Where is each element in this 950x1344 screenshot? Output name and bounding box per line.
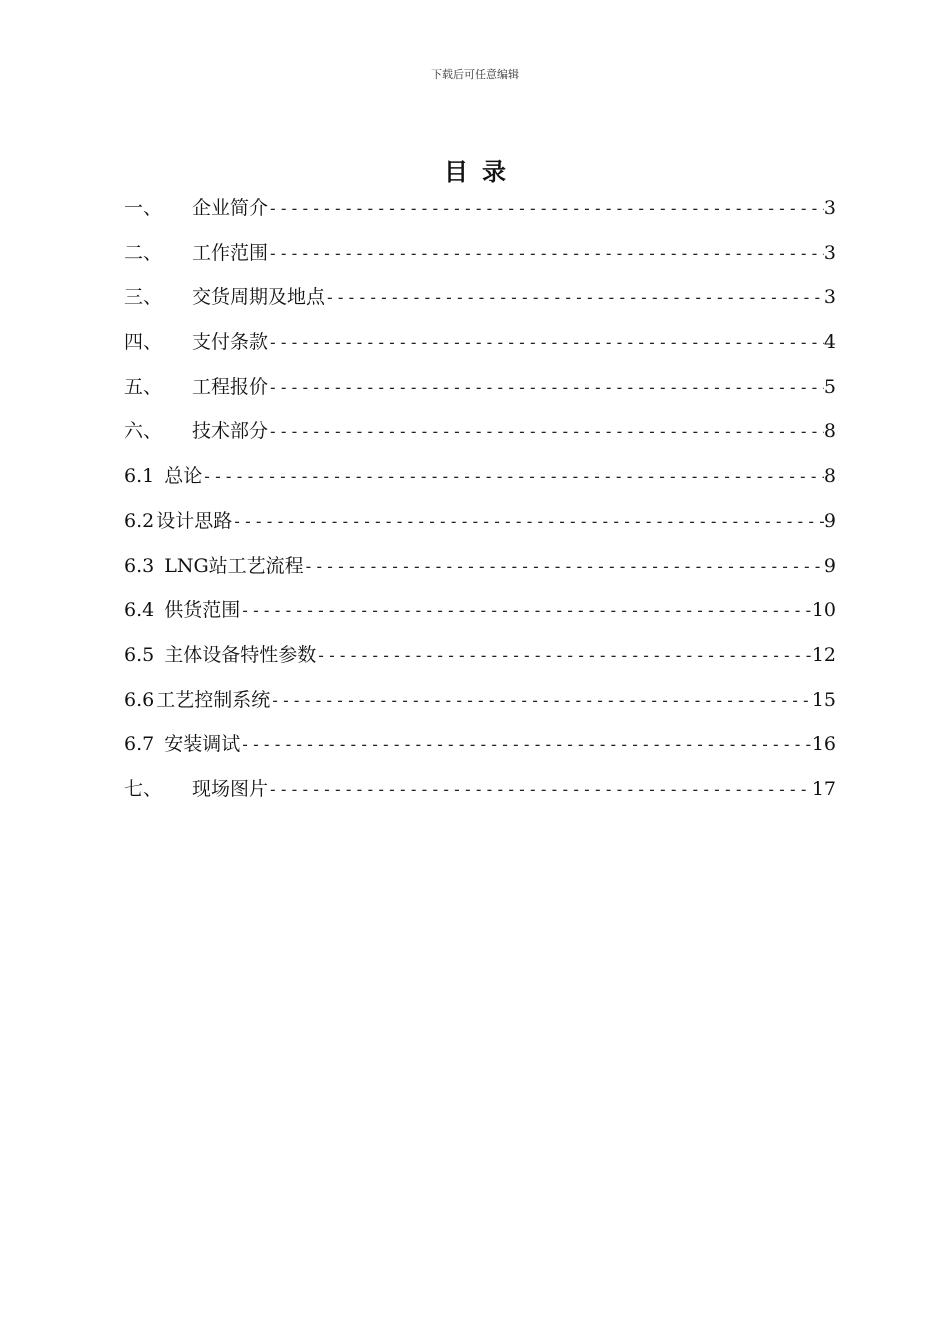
toc-entry-number: 6.7	[124, 733, 155, 756]
toc-entry-page-number: 3	[823, 286, 836, 309]
toc-title: 目录	[444, 157, 520, 186]
table-of-contents	[124, 186, 836, 812]
toc-entry-label: 企业简介	[192, 197, 269, 219]
toc-entry-label: LNG站工艺流程	[164, 554, 304, 577]
toc-entry-number: 五、	[124, 375, 163, 398]
toc-entry-page-number: 9	[823, 554, 836, 577]
toc-entry-page-number: 4	[823, 331, 836, 354]
toc-dot-leader	[270, 679, 812, 724]
toc-entry-page-number: 16	[811, 733, 836, 756]
toc-entry-label: 工程报价	[192, 375, 269, 398]
toc-dot-leader	[268, 187, 824, 232]
toc-entry-page-number: 12	[811, 643, 836, 666]
toc-entry[interactable]	[124, 544, 836, 589]
toc-entry-number: 三、	[124, 286, 163, 309]
toc-entry-label: 供货范围	[164, 599, 241, 622]
toc-dot-leader	[268, 321, 824, 366]
toc-entry[interactable]	[124, 454, 836, 499]
toc-entry-label: 技术部分	[192, 420, 269, 443]
toc-entry[interactable]	[124, 633, 836, 678]
toc-dot-leader	[304, 545, 824, 590]
toc-entry-number: 6.5	[124, 643, 155, 666]
toc-entry-label: 安装调试	[164, 733, 241, 756]
toc-entry[interactable]	[124, 275, 836, 320]
toc-dot-leader	[268, 232, 824, 277]
toc-entry-page-number: 3	[823, 197, 836, 219]
toc-entry-page-number: 10	[811, 599, 836, 622]
toc-dot-leader	[325, 276, 824, 321]
toc-entry-label: 主体设备特性参数	[164, 643, 317, 666]
toc-entry-number: 七、	[124, 777, 163, 800]
toc-entry-label: 总论	[164, 465, 203, 488]
toc-dot-leader	[316, 634, 812, 679]
toc-entry-page-number: 15	[811, 688, 836, 711]
toc-entry-label: 设计思路	[156, 509, 233, 532]
toc-entry[interactable]	[124, 365, 836, 410]
toc-entry-page-number: 8	[823, 420, 836, 443]
toc-entry-label: 现场图片	[192, 777, 269, 800]
toc-entry-page-number: 5	[823, 375, 836, 398]
toc-entry-label: 支付条款	[192, 331, 269, 354]
toc-dot-leader	[268, 366, 824, 411]
header-note: 下载后可任意编辑	[431, 68, 519, 81]
toc-dot-leader	[232, 500, 824, 545]
toc-entry-label: 交货周期及地点	[192, 286, 326, 309]
toc-dot-leader	[202, 455, 824, 500]
toc-entry-page-number: 17	[811, 777, 836, 800]
toc-entry-page-number: 9	[823, 509, 836, 532]
toc-entry[interactable]	[124, 767, 836, 812]
toc-dot-leader	[240, 723, 812, 768]
toc-entry-number: 一、	[124, 197, 163, 219]
toc-entry-number: 6.4	[124, 599, 155, 622]
toc-dot-leader	[268, 768, 812, 813]
toc-entry-number: 四、	[124, 331, 163, 354]
toc-entry[interactable]	[124, 499, 836, 544]
toc-entry-number: 6.3	[124, 554, 155, 577]
toc-entry[interactable]	[124, 186, 836, 231]
toc-entry-number: 6.2	[124, 509, 155, 532]
toc-entry[interactable]	[124, 588, 836, 633]
toc-entry-label: 工作范围	[192, 241, 269, 264]
toc-entry-number: 六、	[124, 420, 163, 443]
toc-dot-leader	[268, 410, 824, 455]
toc-entry[interactable]	[124, 231, 836, 276]
toc-dot-leader	[240, 589, 812, 634]
toc-entry-page-number: 8	[823, 465, 836, 488]
toc-entry-number: 6.1	[124, 465, 155, 488]
toc-entry-page-number: 3	[823, 241, 836, 264]
toc-entry[interactable]	[124, 722, 836, 767]
toc-entry[interactable]	[124, 678, 836, 723]
toc-entry[interactable]	[124, 409, 836, 454]
toc-entry-number: 二、	[124, 241, 163, 264]
toc-entry-label: 工艺控制系统	[156, 688, 271, 711]
toc-entry[interactable]	[124, 320, 836, 365]
toc-entry-number: 6.6	[124, 688, 155, 711]
